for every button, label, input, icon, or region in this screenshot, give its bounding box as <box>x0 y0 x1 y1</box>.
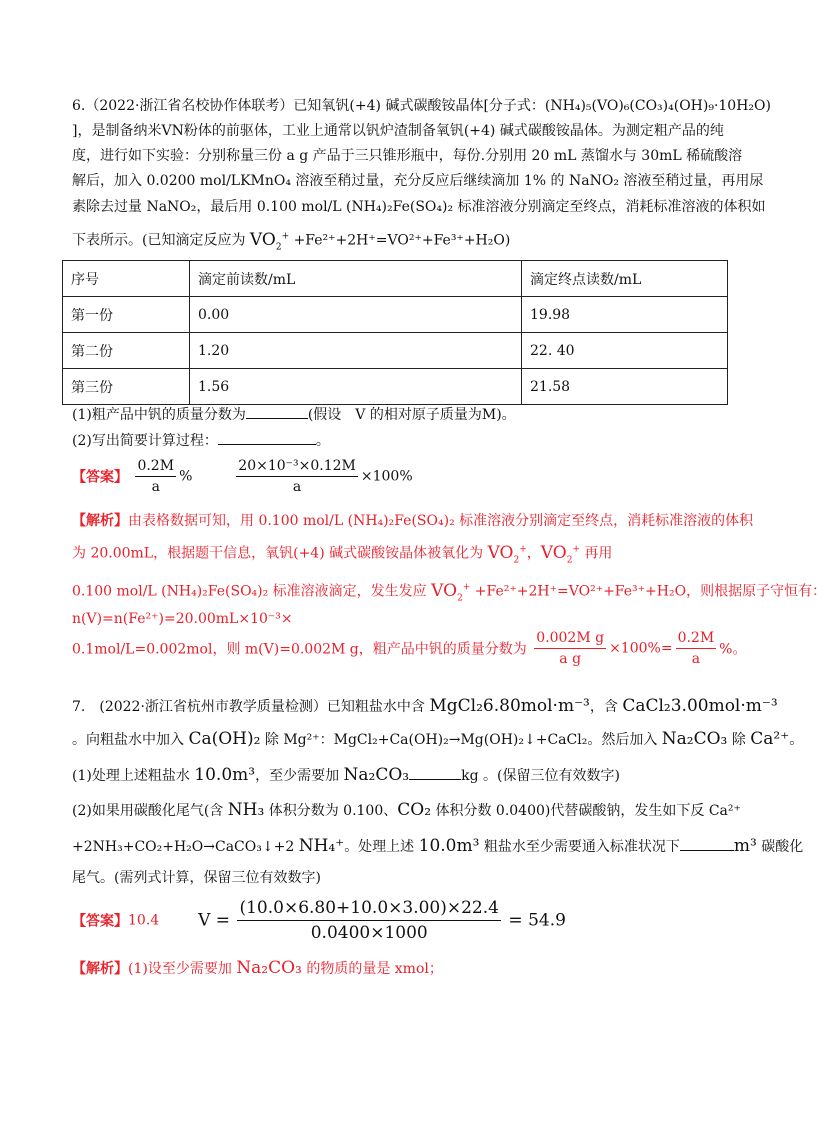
table-cell: 21.58 <box>522 369 728 405</box>
q7-line-3: (1)处理上述粗盐水 10.0m³，至少需要加 Na₂CO₃ kg 。(保留三位有效数字) <box>72 765 620 785</box>
q7-line-2: 。向粗盐水中加入 Ca(OH)₂ 除 Mg²⁺：MgCl₂+Ca(OH)₂→Mg(OH)₂↓+CaCl₂。然后加入 Na₂CO₃ 除 Ca²⁺。 <box>72 729 804 749</box>
q6-analysis-line-1: 【解析】由表格数据可知，用 0.100 mol/L (NH₄)₂Fe(SO₄)₂ 标准溶液分别滴定至终点，消耗标准溶液的体积 <box>72 513 754 529</box>
q7-line-6: 尾气。(需列式计算，保留三位有效数字) <box>72 870 321 886</box>
q6-analysis-line-3: 0.100 mol/L (NH₄)₂Fe(SO₄)₂ 标准溶液滴定，发生发应 $VO_2^+ +Fe^{2+}+2H^+=VO^{2+}+Fe^{3+}+H_2O$，则根据原子守恒有： <box>72 580 826 604</box>
q6-line-6: 下表所示。(已知滴定反应为 $VO_2^+ +Fe^{2+}+2H^+=VO^{2+}+Fe^{3+}+H_2O$) <box>72 229 511 253</box>
q6-line-5: 素除去过量 NaNO₂，最后用 0.100 mol/L (NH₄)₂Fe(SO₄)₂ 标准溶液分别滴定至终点，消耗标准溶液的体积如 <box>72 199 766 215</box>
analysis-tag: 【解析】 <box>72 513 128 529</box>
table-cell: 0.00 <box>190 297 522 333</box>
table-row <box>63 333 728 369</box>
table-cell: 1.56 <box>190 369 522 405</box>
answer-fraction-1: $\frac{0.2M}{a}$ <box>137 458 175 495</box>
q6-line-3: 度，进行如下实验：分别称量三份 a g 产品于三只锥形瓶中，每份.分别用 20 mL 蒸馏水与 30mL 稀硫酸溶 <box>72 148 743 164</box>
q6-sub-2: (2)写出简要计算过程： 。 <box>72 430 330 451</box>
q7-analysis: 【解析】(1)设至少需要加 Na₂CO₃ 的物质的量是 xmol； <box>72 958 443 978</box>
table-cell: 19.98 <box>522 297 728 333</box>
answer-blank <box>246 404 308 419</box>
q6-analysis-line-4: n(V)=n(Fe²⁺)=20.00mL×10⁻³× <box>72 611 293 627</box>
q7-line-5: +2NH₃+CO₂+H₂O→CaCO₃↓+2 NH₄⁺。处理上述 10.0m³ 粗盐水至少需要通入标准状况下 m³ 碳酸化 <box>72 836 804 856</box>
answer-fraction-2: $\frac{\text{20×10⁻³×0.12M}}{a}$ <box>238 458 356 495</box>
analysis-fraction-2: $\frac{0.2M}{a}$ <box>677 630 715 667</box>
answer-fraction: $\frac{(10.0\times 6.80+10.0\times 3.00)\times 22.4}{0.0400\times 1000}$ <box>239 898 499 943</box>
analysis-tag: 【解析】 <box>72 961 128 977</box>
q6-analysis-line-2: 为 20.00mL，根据题干信息，氧钒(+4) 碱式碳酸铵晶体被氧化为 $VO_2^+$，$VO_2^+$ 再用 <box>72 542 613 566</box>
q6-line-2: ]，是制备纳米VN粉体的前驱体，工业上通常以钒炉渣制备氧钒(+4) 碱式碳酸铵晶体。为测定粗产品的纯 <box>72 123 724 139</box>
q6-line-1: 6.（2022·浙江省名校协作体联考）已知氧钒(+4) 碱式碳酸铵晶体[分子式：(NH₄)₅(VO)₆(CO₃)₄(OH)₉·10H₂O) <box>72 98 771 114</box>
q6-sub-1: (1)粗产品中钒的质量分数为 (假设 V 的相对原子质量为M)。 <box>72 404 516 425</box>
q7-line-1: 7. (2022·浙江省杭州市教学质量检测）已知粗盐水中含 MgCl₂6.80mol·m⁻³，含 CaCl₂3.00mol·m⁻³ <box>72 696 778 716</box>
q7-line-4: (2)如果用碳酸化尾气(含 NH₃ 体积分数为 0.100、CO₂ 体积分数 0.0400)代替碳酸钠，发生如下反 Ca²⁺ <box>72 800 741 820</box>
table-cell: 第二份 <box>63 333 190 369</box>
table-header-row <box>63 261 728 297</box>
table-cell: 1.20 <box>190 333 522 369</box>
vo2-ion: $VO_2^+$ <box>540 542 580 566</box>
table-row <box>63 297 728 333</box>
q6-line-4: 解后，加入 0.0200 mol/LKMnO₄ 溶液至稍过量，充分反应后继续滴加 1% 的 NaNO₂ 溶液至稍过量，再用尿 <box>72 173 764 189</box>
vo2-ion: $VO_2^+$ <box>431 580 471 604</box>
titration-table <box>62 260 728 405</box>
vo2-ion: $VO_2^+$ <box>249 229 290 253</box>
table-header: 滴定终点读数/mL <box>522 261 728 297</box>
q6-answer: 【答案】 $\frac{0.2M}{a}$ % $\frac{\text{20×10⁻³×0.12M}}{a}$ ×100% <box>72 458 413 495</box>
answer-blank <box>218 430 316 445</box>
q6-analysis-line-5: 0.1mol/L=0.002mol，则 m(V)=0.002M g，粗产品中钒的质量分数为 $\frac{\text{0.002M g}}{\text{a g}}$ ×100%= $\frac{0.2M}{a}$ %。 <box>72 630 747 667</box>
analysis-fraction-1: $\frac{\text{0.002M g}}{\text{a g}}$ <box>536 630 605 667</box>
answer-tag: 【答案】 <box>72 469 128 486</box>
table-header: 滴定前读数/mL <box>190 261 522 297</box>
answer-tag: 【答案】 <box>72 913 128 930</box>
table-cell: 第一份 <box>63 297 190 333</box>
answer-blank <box>409 765 461 780</box>
table-cell: 22. 40 <box>522 333 728 369</box>
table-row <box>63 369 728 405</box>
table-cell: 第三份 <box>63 369 190 405</box>
table-header: 序号 <box>63 261 190 297</box>
answer-blank <box>680 836 734 851</box>
q7-answer: 【答案】10.4 V = $\frac{(10.0\times 6.80+10.0\times 3.00)\times 22.4}{0.0400\times 1000}$ = 54.9 <box>72 898 566 943</box>
vo2-ion: $VO_2^+$ <box>487 542 527 566</box>
